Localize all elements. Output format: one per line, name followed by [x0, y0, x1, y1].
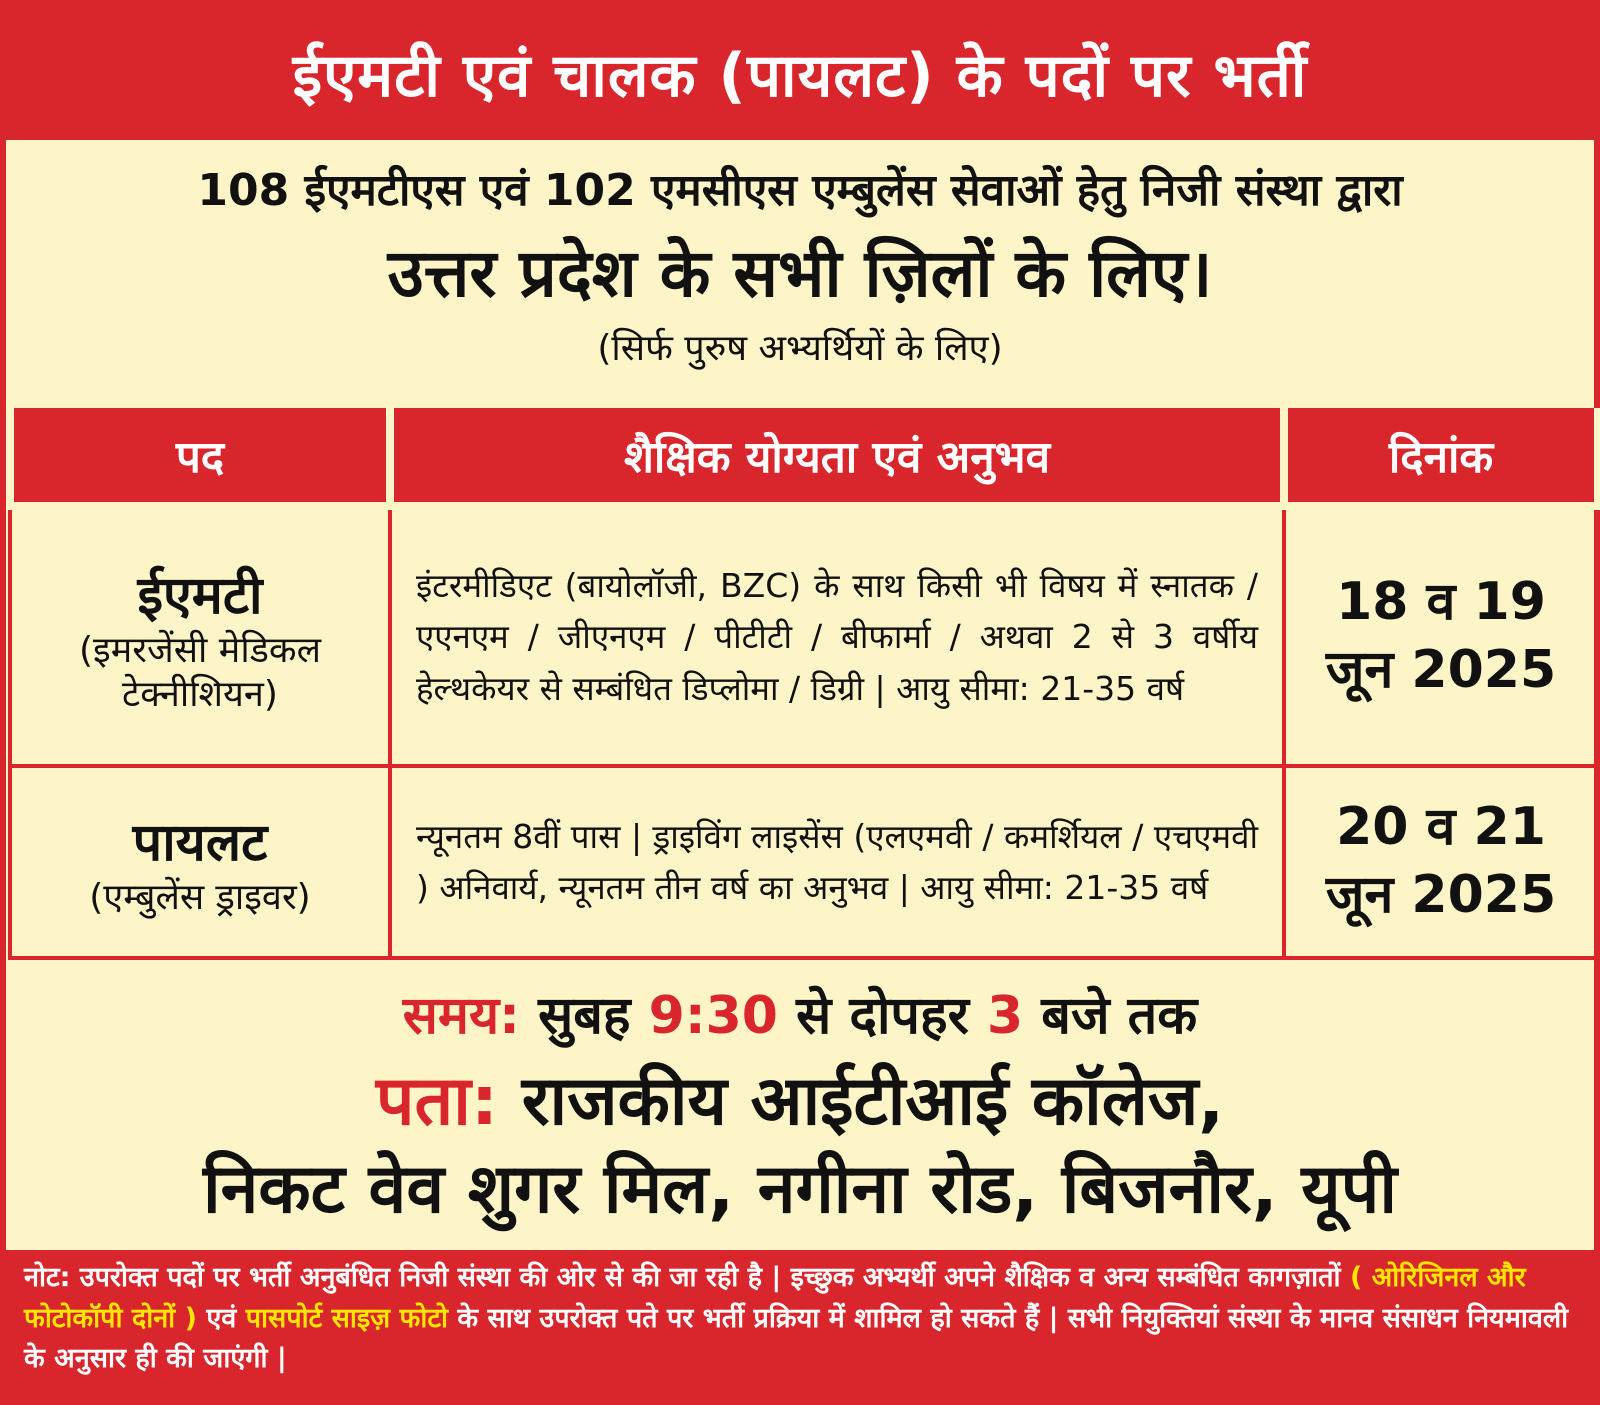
timing-text-morning: सुबह — [538, 986, 631, 1046]
page-title: ईएमटी एवं चालक (पायलट) के पदों पर भर्ती — [292, 41, 1308, 111]
date-cell — [1284, 506, 1598, 766]
address-college: राजकीय आईटीआई कॉलेज, — [521, 1062, 1225, 1141]
address-line-2: निकट वेव शुगर मिल, नगीना रोड, बिजनौर, यूपी — [203, 1150, 1397, 1230]
date-month-year: जून 2025 — [1325, 640, 1557, 700]
note-text-1: नोट: उपरोक्त पदों पर भर्ती अनुबंधित निजी संस्था की ओर से की जा रही है | इच्छुक अभ्यर्थी अपने शैक्षिक व अन्य सम्बंधित कागज़ातों — [24, 1262, 1341, 1293]
intro-region: उत्तर प्रदेश के सभी ज़िलों के लिए। — [387, 235, 1213, 312]
intro-section — [6, 158, 1594, 371]
timing-end: 3 — [986, 986, 1024, 1046]
post-cell — [10, 766, 390, 958]
date-days: 18 व 19 — [1336, 572, 1546, 633]
address-block — [6, 1058, 1594, 1235]
qualification-cell: इंटरमीडिएट (बायोलॉजी, BZC) के साथ किसी भी विषय में स्नातक / एएनएम / जीएनएम / पीटीटी / बीफार्मा / अथवा 2 से 3 वर्षीय हेल्थकेयर से सम्बंधित डिप्लोमा / डिग्री | आयु सीमा: 21-35 वर्ष — [390, 506, 1284, 766]
title-banner — [6, 6, 1594, 140]
header-post: पद — [10, 408, 390, 506]
address-line-1 — [6, 1058, 1594, 1146]
posts-table — [6, 408, 1600, 960]
table-row — [10, 766, 1598, 958]
timing-label: समय: — [402, 986, 520, 1046]
address-label: पता: — [375, 1062, 499, 1141]
post-subtitle: (एम्बुलेंस ड्राइवर) — [89, 876, 311, 918]
note-highlight-photo: पासपोर्ट साइज़ फोटो — [245, 1302, 448, 1334]
timing-text-afternoon: से दोपहर — [796, 986, 969, 1046]
note-text-2: एवं — [206, 1302, 237, 1334]
header-qualification: शैक्षिक योग्यता एवं अनुभव — [390, 408, 1284, 506]
note-text-3: के साथ उपरोक्त पते पर भर्ती प्रक्रिया में शामिल हो सकते हैं | सभी नियुक्तियां संस्था के मानव संसाधन नियमावली के अनुसार ही की जाएंगी | — [24, 1302, 1569, 1374]
qualification-cell: न्यूनतम 8वीं पास | ड्राइविंग लाइसेंस (एलएमवी / कमर्शियल / एचएमवी ) अनिवार्य, न्यूनतम तीन वर्ष का अनुभव | आयु सीमा: 21-35 वर्ष — [390, 766, 1284, 958]
intro-services: 108 ईएमटीएस एवं 102 एमसीएस एम्बुलेंस सेवाओं हेतु निजी संस्था द्वारा — [197, 165, 1403, 216]
post-cell — [10, 506, 390, 766]
timing-start: 9:30 — [648, 986, 778, 1046]
post-subtitle: (इमरजेंसी मेडिकल टेक्नीशियन) — [79, 630, 321, 715]
intro-eligibility: (सिर्फ पुरुष अभ्यर्थियों के लिए) — [597, 328, 1003, 369]
timing-text-until: बजे तक — [1041, 986, 1198, 1046]
note-banner — [6, 1250, 1594, 1399]
table-header-row — [10, 408, 1598, 506]
post-name: पायलट — [132, 812, 268, 873]
table-row — [10, 506, 1598, 766]
date-cell — [1284, 766, 1598, 958]
date-days: 20 व 21 — [1336, 797, 1546, 858]
date-month-year: जून 2025 — [1325, 865, 1557, 925]
timing-line — [6, 978, 1594, 1049]
header-date: दिनांक — [1284, 408, 1598, 506]
note-highlight-documents: ( ओरिजिनल और फोटोकॉपी दोनों ) — [24, 1262, 1526, 1334]
post-name: ईएमटी — [137, 566, 263, 627]
